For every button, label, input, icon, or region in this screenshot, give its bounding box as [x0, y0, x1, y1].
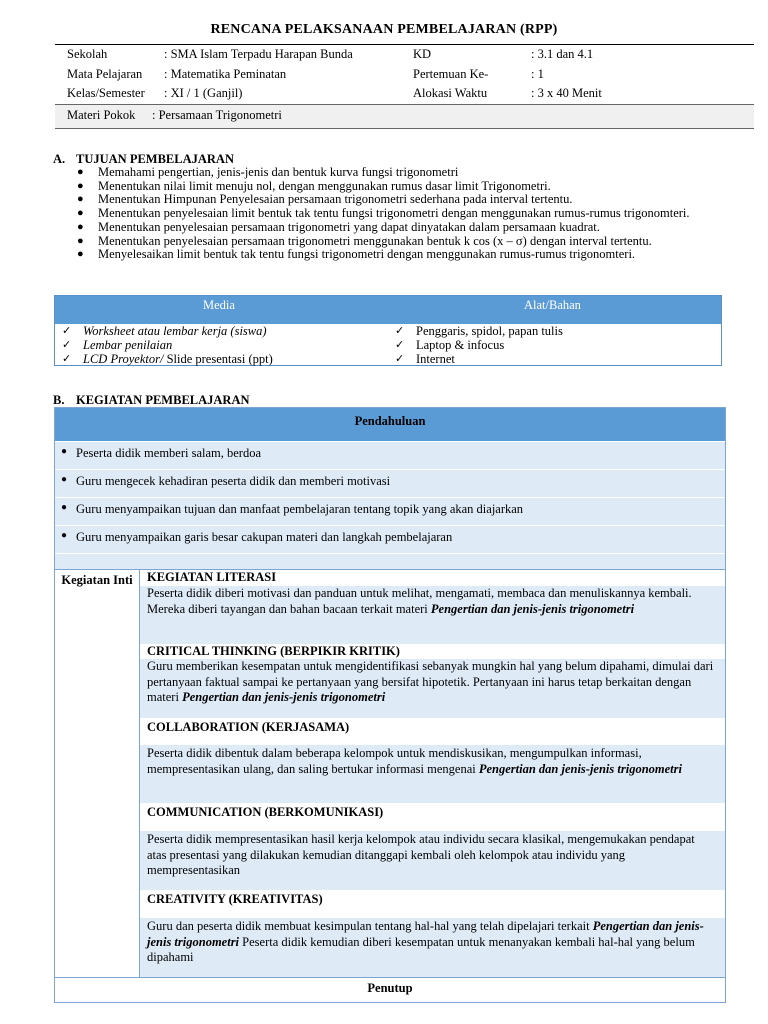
bullet-icon: ●: [77, 234, 84, 247]
materi-label: Materi Pokok: [67, 107, 136, 122]
info-value: : 3 x 40 Menit: [531, 86, 602, 100]
list-item: ✓ Worksheet atau lembar kerja (siswa): [62, 324, 267, 338]
media-list: [62, 325, 273, 366]
section-title: TUJUAN PEMBELAJARAN: [76, 152, 234, 166]
inti-subheading: CRITICAL THINKING (BERPIKIR KRITIK): [139, 644, 725, 659]
bullet-icon: ●: [77, 179, 84, 192]
list-item: ● Menentukan nilai limit menuju nol, dengan menggunakan rumus dasar limit Trigonometri.: [77, 178, 551, 193]
info-label: KD: [413, 47, 432, 61]
info-label: Alokasi Waktu: [413, 86, 488, 100]
list-item: ● Memahami pengertian, jenis-jenis dan bentuk kurva fungsi trigonometri: [77, 165, 459, 179]
info-value: : SMA Islam Terpadu Harapan Bunda: [164, 47, 353, 61]
info-row-sekolah: [55, 45, 754, 65]
info-value: : Matematika Peminatan: [164, 66, 287, 81]
inti-subheading: CREATIVITY (KREATIVITAS): [139, 890, 725, 918]
bullet-icon: ●: [77, 207, 84, 220]
kegiatan-inti: [55, 569, 725, 977]
bullet-icon: ●: [77, 248, 84, 261]
inti-paragraph: Peserta didik diberi motivasi dan panduan untuk melihat, mengamati, membaca dan menuliskannya kembali. Mereka diberi tayangan dan bahan bacaan terkait materi Pengertian dan jenis-jenis trigonometri: [139, 586, 725, 644]
section-letter: B.: [53, 393, 65, 407]
inti-subheading: COMMUNICATION (BERKOMUNIKASI): [139, 803, 725, 831]
media-header: Media: [203, 298, 235, 312]
list-item: ✓ Internet: [395, 351, 455, 366]
check-icon: ✓: [62, 338, 72, 351]
check-icon: ✓: [62, 325, 72, 337]
section-title: KEGIATAN PEMBELAJARAN: [76, 393, 250, 407]
list-item: ● Menyelesaikan limit bentuk tak tentu fungsi trigonometri dengan menggunakan rumus-rumus trigonomteri.: [77, 247, 636, 262]
page-title: RENCANA PELAKSANAAN PEMBELAJARAN (RPP): [210, 22, 558, 37]
list-item: ● Menentukan Himpunan Penyelesaian persamaan trigonometri sederhana pada interval tertentu.: [77, 192, 573, 207]
bullet-icon: ●: [61, 530, 68, 541]
info-row-mapel: [55, 65, 754, 85]
info-label: Mata Pelajaran: [67, 66, 143, 81]
info-label: Pertemuan Ke-: [413, 66, 489, 81]
inti-paragraph: Peserta didik dibentuk dalam beberapa kelompok untuk mendiskusikan, mengumpulkan informasi, mempresentasikan ulang, dan saling bertukar informasi mengenai Pengertian dan jenis-jenis trigonometri: [139, 745, 725, 803]
info-label: Sekolah: [67, 47, 108, 61]
info-value: : 1: [531, 66, 544, 81]
inti-paragraph: Guru memberikan kesempatan untuk mengidentifikasi sebanyak mungkin hal yang belum dipahami, dimulai dari pertanyaan faktual sampai ke pertanyaan yang bersifat hipotetik. Pertanyaan ini harus tetap berkaitan dengan materi Pengertian dan jenis-jenis trigonometri: [139, 659, 725, 718]
list-item: ✓ Penggaris, spidol, papan tulis: [395, 324, 563, 338]
table-row: ● Guru menyampaikan garis besar cakupan materi dan langkah pembelajaran: [55, 525, 725, 553]
section-letter: A.: [53, 152, 66, 166]
list-item: ● Menentukan penyelesaian persamaan trigonometri menggunakan bentuk k cos (x – σ) dengan interval tertentu.: [77, 233, 652, 248]
bullet-icon: ●: [61, 446, 68, 457]
bullet-icon: ●: [77, 193, 84, 206]
bullet-icon: ●: [77, 166, 84, 178]
bullet-icon: ●: [77, 220, 84, 233]
info-row-kelas: [55, 84, 754, 104]
check-icon: ✓: [395, 325, 405, 337]
check-icon: ✓: [395, 338, 405, 351]
media-table: [54, 295, 722, 366]
info-row-materi: [55, 104, 754, 129]
inti-paragraph: Peserta didik mempresentasikan hasil kerja kelompok atau individu secara klasikal, mengemukakan pendapat atas presentasi yang dilakukan kemudian ditanggapi kembali oleh kelompok atau individu yang mempresentasikan: [139, 831, 725, 890]
inti-paragraph: Guru dan peserta didik membuat kesimpulan tentang hal-hal yang telah dipelajari terkait Pengertian dan jenis-jenis trigonometri Peserta didik kemudian diberi kesempatan untuk menanyakan kembali hal-hal yang belum dipahami: [139, 918, 725, 977]
media-table-header: [55, 296, 721, 324]
section-b-heading: [53, 393, 250, 408]
pendahuluan-header: Pendahuluan: [55, 408, 725, 441]
inti-label: Kegiatan Inti: [61, 573, 133, 587]
inti-subheading: KEGIATAN LITERASI: [139, 570, 725, 586]
inti-subheading: COLLABORATION (KERJASAMA): [139, 718, 725, 745]
table-row: ● Peserta didik memberi salam, berdoa: [55, 441, 725, 469]
list-item: ✓ Laptop & infocus: [395, 337, 505, 352]
table-row: ● Guru mengecek kehadiran peserta didik dan memberi motivasi: [55, 469, 725, 497]
info-value: : 3.1 dan 4.1: [531, 47, 594, 61]
check-icon: ✓: [395, 352, 405, 365]
list-item: ● Menentukan penyelesaian limit bentuk tak tentu fungsi trigonometri dengan menggunakan rumus-rumus trigonomteri.: [77, 206, 690, 221]
info-label: Kelas/Semester: [67, 86, 145, 100]
table-row: ● Guru menyampaikan tujuan dan manfaat pembelajaran tentang topik yang akan diajarkan: [55, 497, 725, 525]
info-table: [55, 44, 754, 129]
bullet-icon: ●: [61, 474, 68, 485]
check-icon: ✓: [62, 352, 72, 365]
bullet-icon: ●: [61, 502, 68, 513]
alat-list: [395, 325, 563, 366]
penutup-header: Penutup: [55, 977, 725, 1002]
list-item: ✓ Lembar penilaian: [62, 337, 173, 352]
kegiatan-table: [54, 407, 726, 1003]
materi-value: : Persamaan Trigonometri: [152, 107, 282, 122]
info-value: : XI / 1 (Ganjil): [164, 86, 243, 100]
list-item: ● Menentukan penyelesaian persamaan trigonometri yang dapat dinyatakan dalam persamaan kuadrat.: [77, 219, 600, 234]
alat-header: Alat/Bahan: [524, 298, 581, 312]
goals-list: [77, 166, 727, 262]
list-item: ✓ LCD Proyektor/ Slide presentasi (ppt): [62, 351, 273, 366]
spacer-row: [55, 553, 725, 569]
